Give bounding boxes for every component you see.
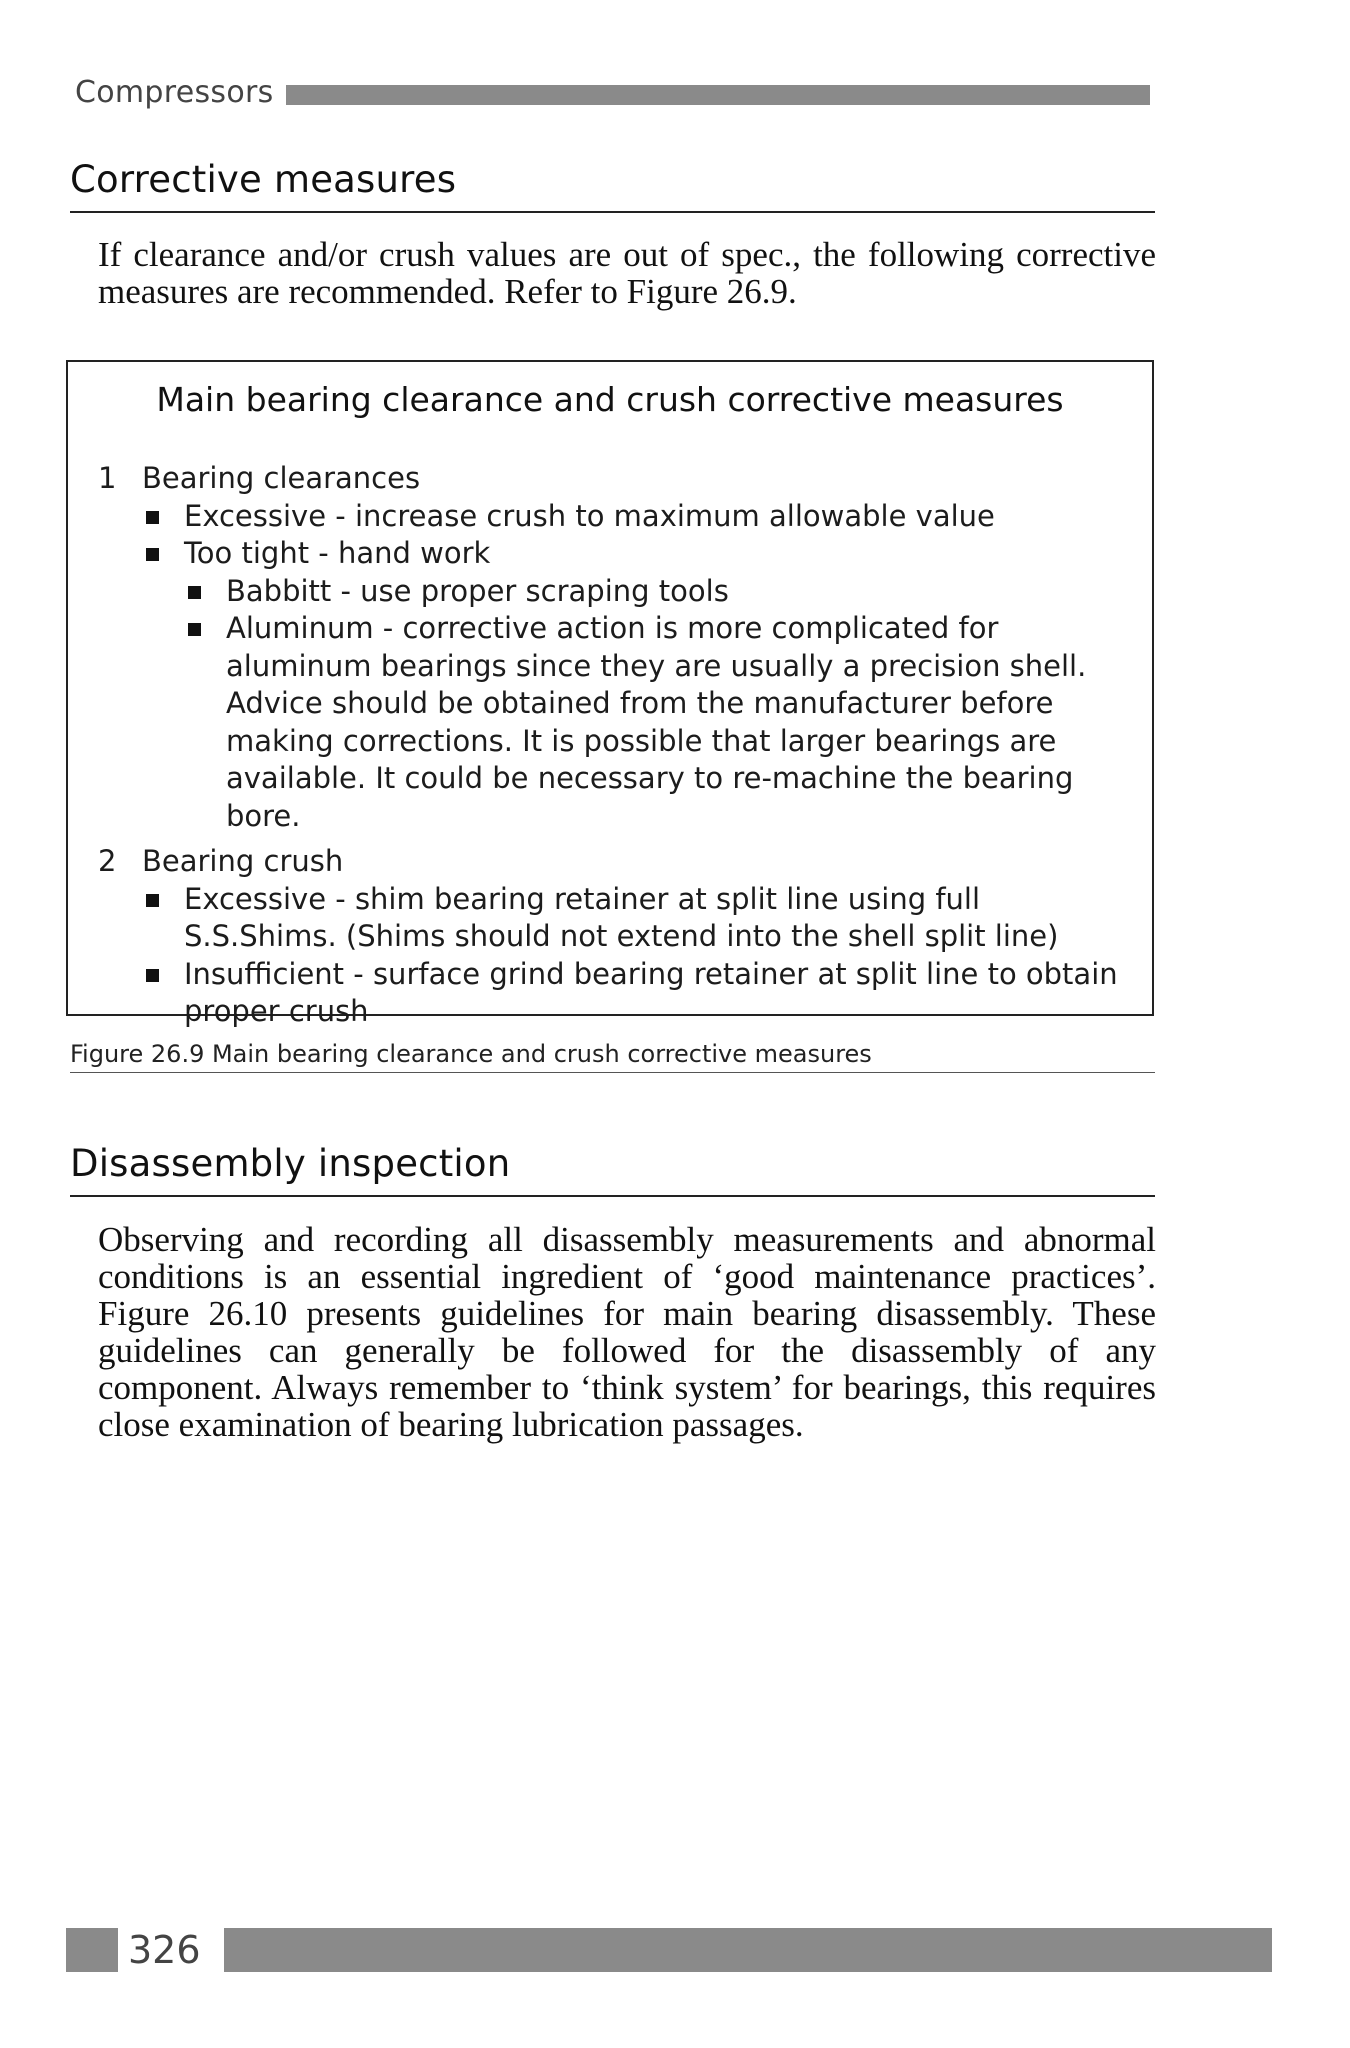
list-item (98, 843, 1128, 881)
list-item (98, 460, 1128, 498)
caption-rule (70, 1072, 1155, 1073)
sub-bullet-text: Aluminum - corrective action is more complicated for aluminum bearings since they are usually a precision shell. Advice should be obtained from the manufacturer before making corrections. It is possible that larger bearings are available. It could be necessary to re-machine the bearing bore. (226, 611, 1087, 833)
sub-bullet-text: Babbitt - use proper scraping tools (226, 573, 729, 608)
section-heading-corrective (70, 158, 1155, 213)
sub-bullet-item (184, 573, 1128, 611)
section-rule (70, 211, 1155, 213)
disassembly-paragraph: Observing and recording all disassembly measurements and abnormal conditions is an essential ingredient of ‘good maintenance practices’. Figure 26.10 presents guidelines for main bearing disassembly. These guidelines can generally be followed for the disassembly of any component. Always remember to ‘think system’ for bearings, this requires close examination of bearing lubrication passages. (98, 1220, 1156, 1444)
bullet-square-icon (184, 610, 226, 835)
bullet-square-icon (142, 498, 184, 536)
item-label: Bearing clearances (142, 461, 421, 495)
bullet-square-icon (142, 956, 184, 1031)
bullet-text: Excessive - increase crush to maximum allowable value (184, 498, 995, 533)
bullet-item (142, 498, 1128, 536)
item-number: 1 (98, 461, 117, 495)
running-header-title: Compressors (75, 74, 274, 110)
page-footer (66, 1928, 1272, 1972)
item-number: 2 (98, 844, 117, 878)
bullet-text: Too tight - hand work (184, 536, 491, 570)
bullet-text: Insufficient - surface grind bearing retainer at split line to obtain proper crush (184, 956, 1118, 1028)
section-heading-text: Corrective measures (70, 158, 457, 201)
footer-bar (224, 1928, 1272, 1972)
running-header-bar (286, 85, 1150, 105)
sub-bullet-item (184, 610, 1128, 835)
figure-box (66, 360, 1154, 1028)
bullet-item (142, 956, 1128, 1031)
bullet-item (142, 535, 1128, 573)
item-label: Bearing crush (142, 844, 344, 878)
figure-title: Main bearing clearance and crush corrective measures (156, 380, 1064, 419)
running-header (75, 72, 1150, 112)
page-number: 326 (128, 1928, 201, 1972)
section-rule (70, 1195, 1155, 1197)
intro-paragraph: If clearance and/or crush values are out of spec., the following corrective measures are recommended. Refer to Figure 26.9. (98, 235, 1156, 311)
footer-block (66, 1928, 118, 1972)
bullet-item (142, 881, 1128, 956)
bullet-text: Excessive - shim bearing retainer at split line using full S.S.Shims. (Shims should not extend into the shell split line) (184, 881, 1059, 953)
figure-caption-text: Figure 26.9 Main bearing clearance and crush corrective measures (70, 1040, 872, 1068)
bullet-square-icon (142, 535, 184, 573)
figure-list (98, 460, 1128, 1031)
bullet-square-icon (142, 881, 184, 956)
section-heading-text: Disassembly inspection (70, 1142, 511, 1185)
bullet-square-icon (184, 573, 226, 611)
figure-caption (70, 1040, 1155, 1073)
section-heading-disassembly (70, 1142, 1155, 1197)
